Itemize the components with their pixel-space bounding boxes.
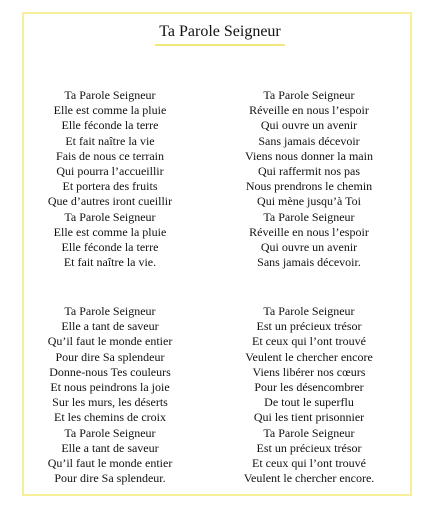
verse-line: Pour les désencombrer — [254, 380, 364, 395]
verse-line: Qu’il faut le monde entier — [47, 456, 173, 471]
verse-line: Veulent le chercher encore. — [243, 471, 375, 486]
verse-line: Ta Parole Seigneur — [263, 425, 355, 440]
verse-line: Et nous peindrons la joie — [50, 380, 170, 395]
verse-line: Et fait naître la vie. — [63, 255, 157, 270]
verse-line: Elle féconde la terre — [61, 118, 159, 133]
verse-line: De tout le superflu — [264, 395, 354, 410]
verse-line: Elle est comme la pluie — [53, 224, 167, 239]
verse-line: Ta Parole Seigneur — [64, 425, 156, 440]
verse-line: Sans jamais décevoir — [258, 133, 360, 148]
stanza-4 — [219, 304, 399, 486]
page-title: Ta Parole Seigneur — [155, 22, 285, 46]
verse-line: Qu’il faut le monde entier — [47, 334, 173, 349]
verse-line: Elle féconde la terre — [61, 240, 159, 255]
verse-line: Qui pourra l’accueillir — [56, 164, 164, 179]
verse-line: Elle est comme la pluie — [53, 103, 167, 118]
verse-line: Sans jamais décevoir. — [257, 255, 361, 270]
verse-line: Ta Parole Seigneur — [64, 209, 156, 224]
verse-line: Ta Parole Seigneur — [263, 304, 355, 318]
verse-line: Elle a tant de saveur — [61, 319, 159, 334]
verse-line: Pour dire Sa splendeur — [55, 349, 165, 364]
verse-line: Ta Parole Seigneur — [263, 88, 355, 102]
title-container — [0, 22, 440, 46]
verse-line: Et ceux qui l’ont trouvé — [252, 456, 366, 471]
verse-line: Elle a tant de saveur — [61, 440, 159, 455]
verse-line: Est un précieux trésor — [256, 440, 362, 455]
verse-line: Qui ouvre un avenir — [260, 118, 358, 133]
verse-line: Viens nous donner la main — [245, 148, 373, 163]
verse-line: Viens libérer nos cœurs — [252, 364, 366, 379]
verse-line: Réveille en nous l’espoir — [249, 103, 369, 118]
verse-line: Et ceux qui l’ont trouvé — [252, 334, 366, 349]
verse-line: Ta Parole Seigneur — [263, 209, 355, 224]
stanza-2 — [219, 88, 399, 270]
verse-line: Et les chemins de croix — [54, 410, 166, 425]
stanza-3 — [20, 304, 200, 486]
stanza-1 — [20, 88, 200, 270]
verse-line: Qui ouvre un avenir — [260, 240, 358, 255]
verse-line: Qui raffermit nos pas — [257, 164, 361, 179]
verse-line: Nous prendrons le chemin — [245, 179, 373, 194]
verse-line: Que d’autres iront cueillir — [47, 194, 173, 209]
verse-line: Veulent le chercher encore — [245, 349, 373, 364]
verse-line: Est un précieux trésor — [256, 319, 362, 334]
verse-line: Sur les murs, les déserts — [52, 395, 168, 410]
verse-line: Fais de nous ce terrain — [56, 148, 164, 163]
verse-line: Ta Parole Seigneur — [64, 304, 156, 318]
verse-line: Pour dire Sa splendeur. — [54, 471, 166, 486]
verse-line: Ta Parole Seigneur — [64, 88, 156, 102]
verse-line: Et portera des fruits — [62, 179, 158, 194]
verse-line: Et fait naître la vie — [65, 133, 155, 148]
verse-line: Qui les tient prisonnier — [253, 410, 365, 425]
verse-line: Réveille en nous l’espoir — [249, 224, 369, 239]
verse-line: Donne-nous Tes couleurs — [49, 364, 171, 379]
verse-line: Qui mène jusqu’à Toi — [257, 194, 361, 209]
